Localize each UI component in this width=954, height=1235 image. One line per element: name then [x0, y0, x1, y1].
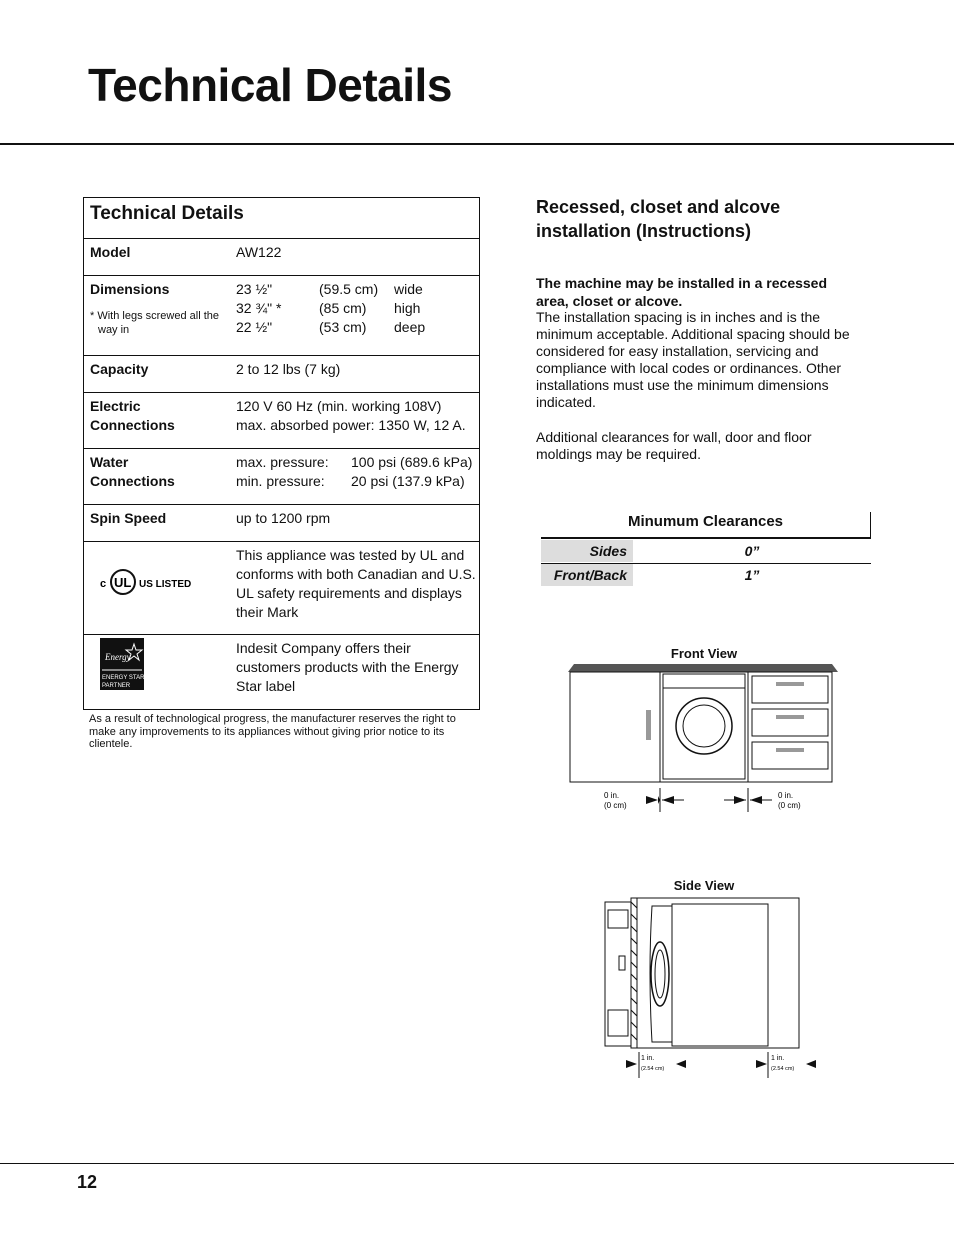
water-min-value: 20 psi (137.9 kPa) — [351, 473, 465, 489]
width-cm: (59.5 cm) — [319, 281, 379, 297]
side-left-in: 1 in. — [641, 1055, 655, 1062]
energy-star-graphic — [100, 638, 144, 690]
electric-line1: 120 V 60 Hz (min. working 108V) — [236, 398, 442, 414]
front-right-cm: (0 cm) — [778, 801, 801, 810]
front-right-in: 0 in. — [778, 791, 794, 800]
front-view-graphic — [560, 660, 850, 820]
clearance-row-sides — [541, 540, 871, 564]
footer-divider — [0, 1163, 954, 1164]
disclaimer: As a result of technological progress, the manufacturer reserves the right to make any improvements to its appliances without giving prior notice to its clientele. — [89, 713, 456, 750]
spec-row-electric — [84, 393, 479, 449]
additional-clearances: Additional clearances for wall, door and floor moldings may be required. — [536, 429, 812, 462]
page-title: Technical Details — [88, 59, 452, 111]
recess-heading: Recessed, closet and alcove installation (Instructions) — [536, 197, 781, 241]
ul-listed-logo — [98, 568, 198, 598]
dimensions-label — [90, 280, 230, 337]
height-in: 32 ¾" * — [236, 300, 282, 316]
side-left-cm: (2.54 cm) — [641, 1066, 665, 1072]
side-right-cm: (2.54 cm) — [771, 1066, 795, 1072]
clearance-sides-label: Sides — [541, 540, 633, 562]
side-right-in: 1 in. — [771, 1055, 785, 1062]
clearance-front-label: Front/Back — [541, 564, 633, 586]
dimension-height — [236, 299, 476, 318]
spin-label: Spin Speed — [90, 510, 167, 526]
spec-table — [83, 197, 480, 710]
dimension-width — [236, 280, 476, 299]
water-value — [236, 453, 476, 491]
side-view-title: Side View — [673, 878, 735, 893]
title-divider — [0, 143, 954, 145]
page-number: 12 — [77, 1172, 98, 1192]
dimensions-footnote: * With legs screwed all the way in — [90, 310, 219, 336]
spec-row-model — [84, 239, 479, 276]
dimensions-label-text: Dimensions — [90, 281, 170, 297]
front-left-in: 0 in. — [604, 791, 620, 800]
clearance-row-front-back — [541, 564, 871, 586]
intro-body: The installation spacing is in inches and is the minimum acceptable. Additional spacing should be considered for easy installation, servicing and compliance with local codes or ordinances. Other installations must use the minimum dimensions indicated. — [536, 309, 850, 410]
ul-logo-c: c — [100, 578, 107, 590]
ul-logo-graphic — [98, 568, 198, 598]
water-label: Water Connections — [90, 454, 175, 489]
width-dir: wide — [394, 281, 423, 297]
energy-line1: ENERGY STAR — [102, 675, 144, 681]
side-view-diagram — [590, 892, 820, 1087]
clearances-title: Minumum Clearances — [627, 513, 784, 530]
height-dir: high — [394, 300, 421, 316]
spec-row-spin — [84, 505, 479, 542]
energy-script: Energy — [105, 652, 131, 662]
ul-logo-ul: UL — [114, 575, 132, 590]
water-max-name: max. pressure: — [236, 454, 329, 470]
water-max — [236, 453, 476, 472]
spec-row-ul — [84, 542, 479, 635]
spec-table-heading: Technical Details — [84, 198, 479, 239]
electric-value — [236, 397, 476, 435]
model-label: Model — [90, 244, 131, 260]
water-min-name: min. pressure: — [236, 473, 325, 489]
dimension-depth — [236, 318, 476, 337]
depth-cm: (53 cm) — [319, 319, 367, 335]
clearance-sides-value: 0” — [744, 543, 760, 559]
dimensions-value — [236, 280, 476, 337]
intro-bold: The machine may be installed in a recessed area, closet or alcove. — [536, 275, 828, 309]
capacity-value: 2 to 12 lbs (7 kg) — [236, 361, 341, 377]
ul-logo-us: US LISTED — [139, 579, 192, 590]
clearances-rule-vertical — [870, 512, 871, 537]
spec-row-dimensions — [84, 276, 479, 356]
ul-text: This appliance was tested by UL and conforms with both Canadian and U.S. UL safety requirements and displays their Mark — [236, 547, 476, 620]
front-view-title: Front View — [670, 646, 738, 661]
spec-row-energy — [84, 635, 479, 709]
energy-text: Indesit Company offers their customers products with the Energy Star label — [236, 640, 459, 694]
height-cm: (85 cm) — [319, 300, 367, 316]
spec-row-water — [84, 449, 479, 505]
clearances-rule — [541, 537, 871, 539]
width-in: 23 ½" — [236, 281, 273, 297]
model-value: AW122 — [236, 244, 282, 260]
front-view-diagram — [560, 660, 850, 825]
capacity-label: Capacity — [90, 361, 149, 377]
depth-in: 22 ½" — [236, 319, 273, 335]
clearance-front-value: 1” — [744, 567, 760, 583]
spin-value: up to 1200 rpm — [236, 510, 331, 526]
front-left-cm: (0 cm) — [604, 801, 627, 810]
energy-line2: PARTNER — [102, 683, 131, 689]
energy-star-logo — [100, 638, 144, 690]
spec-row-capacity — [84, 356, 479, 393]
electric-label: Electric Connections — [90, 398, 175, 433]
water-max-value: 100 psi (689.6 kPa) — [351, 454, 473, 470]
water-min — [236, 472, 476, 491]
depth-dir: deep — [394, 319, 426, 335]
electric-line2: max. absorbed power: 1350 W, 12 A. — [236, 417, 466, 433]
side-view-graphic — [590, 892, 820, 1082]
